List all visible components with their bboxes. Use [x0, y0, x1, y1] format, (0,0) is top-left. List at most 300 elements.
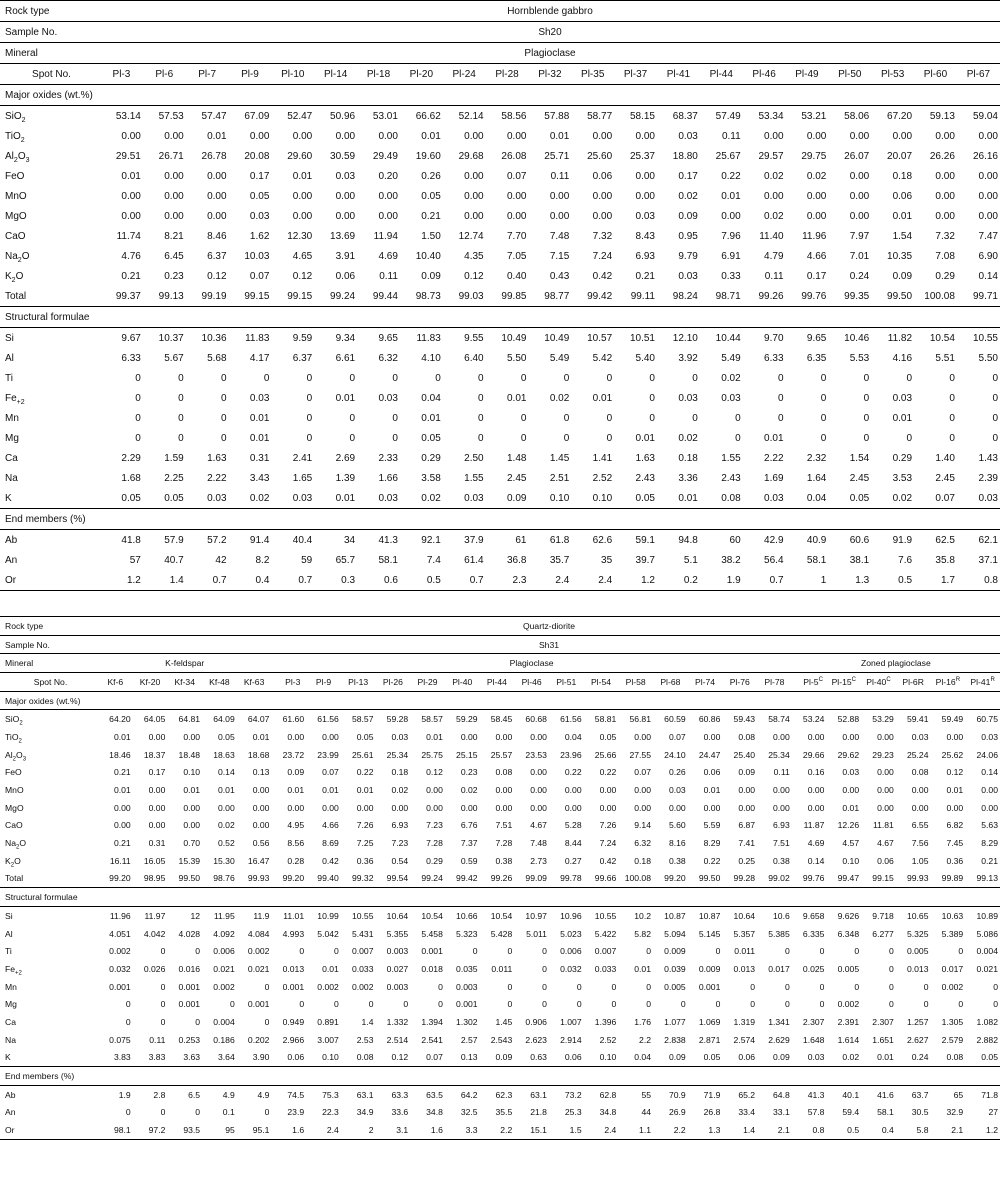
value: 33.4 — [738, 1107, 756, 1118]
value-cell — [931, 852, 966, 870]
value-cell — [792, 1031, 827, 1049]
value-cell — [861, 995, 896, 1013]
spot-row — [0, 673, 1000, 692]
value-cell — [400, 550, 443, 570]
row-label-cell — [0, 348, 100, 368]
header-label — [0, 635, 98, 654]
value-cell — [133, 781, 168, 799]
value-cell — [202, 817, 237, 835]
value-cell — [618, 834, 653, 852]
value-cell — [786, 570, 829, 591]
value-cell — [871, 266, 914, 286]
value: 57 — [129, 554, 141, 566]
spot-cell — [237, 673, 272, 692]
value-cell — [549, 1031, 584, 1049]
value: 5.323 — [456, 928, 478, 939]
value: 98.76 — [213, 873, 235, 884]
value: 27.55 — [629, 749, 651, 760]
value: 1.651 — [872, 1034, 894, 1045]
value-cell — [826, 764, 861, 782]
value: 0.10 — [842, 855, 860, 866]
value: 0.09 — [678, 210, 698, 222]
value: 11.40 — [759, 230, 784, 242]
value: 0.00 — [773, 785, 790, 796]
value: 1.082 — [976, 1016, 998, 1027]
value: 0.01 — [335, 392, 356, 404]
row-label: O — [17, 150, 26, 162]
value: 0.00 — [335, 210, 356, 222]
value-cell — [828, 550, 871, 570]
value: 2.3 — [512, 574, 527, 586]
value-cell — [700, 530, 743, 551]
value: 99.15 — [287, 290, 313, 302]
value: 2.623 — [525, 1034, 547, 1045]
spot-cell — [743, 64, 786, 85]
value: 0.06 — [335, 270, 356, 282]
value-cell — [914, 106, 957, 127]
value: 12.30 — [287, 230, 313, 242]
spot-cell — [914, 64, 957, 85]
value-cell — [98, 1031, 133, 1049]
value: 99.09 — [525, 873, 547, 884]
value: 0.00 — [164, 130, 184, 142]
value-cell — [653, 852, 688, 870]
value-cell — [861, 728, 896, 746]
value: 0.00 — [807, 731, 825, 742]
header-label-text: Rock type — [5, 5, 50, 17]
value: 0.01 — [721, 190, 741, 202]
value-cell — [314, 166, 357, 186]
value-cell — [480, 834, 515, 852]
value-cell — [653, 995, 688, 1013]
value-cell — [614, 368, 657, 388]
value: 55 — [641, 1089, 651, 1100]
value: 5.50 — [506, 352, 527, 364]
value: 0 — [680, 999, 686, 1010]
value: 0.18 — [391, 767, 409, 778]
value-cell — [700, 146, 743, 166]
value: 0.17 — [806, 270, 827, 282]
value-cell — [98, 942, 133, 960]
value: 4.042 — [143, 928, 166, 939]
value: 0.42 — [599, 855, 617, 866]
value: 0.005 — [837, 963, 860, 974]
value-cell — [400, 166, 443, 186]
value-cell — [571, 286, 614, 307]
value-cell — [357, 226, 400, 246]
value: 35.7 — [549, 554, 570, 566]
value-cell — [133, 852, 168, 870]
value-cell — [186, 570, 229, 591]
value-cell — [443, 328, 486, 349]
value: 0.00 — [849, 190, 870, 202]
value-cell — [357, 448, 400, 468]
value-cell — [410, 960, 445, 978]
spot-label: Kf-20 — [139, 676, 161, 687]
value-cell — [861, 764, 896, 782]
value: 27 — [988, 1107, 998, 1118]
value: 0.01 — [506, 392, 527, 404]
value: 6.335 — [802, 928, 825, 939]
value: 0.003 — [456, 981, 478, 992]
value-cell — [376, 960, 411, 978]
value: 57.9 — [164, 534, 184, 546]
value: 58.77 — [587, 110, 613, 122]
value-cell — [657, 286, 700, 307]
value: 58.56 — [501, 110, 527, 122]
value: 0 — [438, 981, 443, 992]
value: 2.2 — [500, 1125, 513, 1136]
value-cell — [965, 764, 1000, 782]
value-cell — [237, 764, 272, 782]
value-cell — [861, 1085, 896, 1103]
value: 0.12 — [426, 767, 443, 778]
value: 40.1 — [842, 1089, 860, 1100]
value: 7.28 — [495, 838, 513, 849]
value-cell — [443, 286, 486, 307]
value-cell — [400, 368, 443, 388]
value-cell — [314, 328, 357, 349]
value: 11.01 — [283, 910, 305, 921]
value: 0 — [507, 999, 513, 1010]
value-cell — [314, 550, 357, 570]
value-cell — [143, 348, 186, 368]
value: 6.91 — [721, 250, 741, 262]
value: 0.01 — [549, 130, 570, 142]
value-cell — [688, 799, 723, 817]
value-cell — [314, 186, 357, 206]
value: 44 — [641, 1107, 651, 1118]
header-label-text: Mineral — [5, 47, 38, 59]
value: 0 — [520, 412, 527, 424]
value-cell — [688, 942, 723, 960]
value: 99.13 — [158, 290, 184, 302]
header-label-text: Spot No. — [33, 676, 68, 687]
value: 0.27 — [564, 855, 582, 866]
value-cell — [571, 468, 614, 488]
value-cell — [614, 388, 657, 408]
value: 0.03 — [978, 492, 998, 504]
value-cell — [871, 146, 914, 166]
value-cell — [688, 728, 723, 746]
value: 3.83 — [148, 1052, 166, 1063]
value-cell — [722, 710, 757, 728]
value-cell — [514, 817, 549, 835]
value: 4.17 — [249, 352, 270, 364]
value-cell — [688, 781, 723, 799]
value: 0 — [606, 432, 613, 444]
value: 59.43 — [733, 714, 756, 725]
value: 37.1 — [978, 554, 998, 566]
value: 1.3 — [708, 1125, 721, 1136]
value: 4.16 — [892, 352, 913, 364]
value-cell — [400, 126, 443, 146]
value: 0.54 — [391, 855, 409, 866]
spot-label: Pl-76 — [729, 676, 750, 687]
spot-cell — [486, 64, 529, 85]
spot-label: Pl-44 — [486, 676, 507, 687]
value: 0.006 — [213, 946, 235, 957]
value-cell — [528, 246, 571, 266]
value-cell — [100, 448, 143, 468]
value: 18.46 — [109, 749, 131, 760]
table-row — [0, 728, 1000, 746]
value-cell — [98, 728, 133, 746]
value-cell — [722, 960, 757, 978]
value: 0.33 — [721, 270, 741, 282]
value: 10.55 — [594, 910, 617, 921]
value: 3.36 — [678, 472, 698, 484]
value-cell — [143, 266, 186, 286]
value-cell — [792, 942, 827, 960]
value-cell — [722, 1121, 757, 1139]
value: 2.871 — [698, 1034, 721, 1045]
value-cell — [486, 246, 529, 266]
value: 0 — [229, 999, 235, 1010]
table-row — [0, 106, 1000, 127]
value: 7.32 — [935, 230, 955, 242]
value-cell — [722, 1013, 757, 1031]
value-cell — [826, 1049, 861, 1067]
value-cell — [792, 746, 827, 764]
table-row — [0, 1104, 1000, 1122]
value-cell — [271, 746, 306, 764]
value: 4.051 — [109, 928, 131, 939]
value: 0 — [160, 946, 166, 957]
quartz-diorite-table — [0, 616, 1000, 1140]
value-cell — [306, 728, 341, 746]
value: 0.03 — [378, 492, 398, 504]
value-cell — [826, 1031, 861, 1049]
value-cell — [931, 960, 966, 978]
value-cell — [133, 942, 168, 960]
value-cell — [614, 106, 657, 127]
header-value — [100, 22, 1000, 43]
value-cell — [957, 530, 1000, 551]
value-cell — [445, 817, 480, 835]
value: 99.54 — [386, 873, 409, 884]
value-cell — [445, 728, 480, 746]
value-cell — [410, 834, 445, 852]
spot-cell — [653, 673, 688, 692]
value-cell — [965, 960, 1000, 978]
value: 0 — [854, 981, 860, 992]
value-cell — [871, 530, 914, 551]
spot-label: Pl-14 — [323, 68, 348, 80]
value-cell — [486, 488, 529, 509]
value: 5.42 — [592, 352, 613, 364]
value: 20.07 — [887, 150, 913, 162]
value: 7.08 — [935, 250, 955, 262]
value-cell — [98, 870, 133, 888]
value-cell — [965, 817, 1000, 835]
value: 20.08 — [244, 150, 270, 162]
value: 0.00 — [935, 130, 955, 142]
value: 16.47 — [247, 855, 270, 866]
value: 5.49 — [721, 352, 741, 364]
value-cell — [861, 907, 896, 925]
value-cell — [871, 368, 914, 388]
value-cell — [828, 428, 871, 448]
value-cell — [657, 126, 700, 146]
value: 0 — [906, 432, 913, 444]
value-cell — [480, 746, 515, 764]
value-cell — [786, 286, 829, 307]
value: 1.55 — [721, 452, 741, 464]
value-cell — [528, 186, 571, 206]
value: 6.90 — [978, 250, 998, 262]
value: 25.61 — [351, 749, 374, 760]
value-cell — [445, 1085, 480, 1103]
table-row — [0, 468, 1000, 488]
spot-cell — [167, 673, 202, 692]
value-cell — [400, 488, 443, 509]
value-cell — [445, 960, 480, 978]
value: 0.04 — [564, 731, 582, 742]
value: 0.01 — [292, 170, 313, 182]
value-cell — [688, 1013, 723, 1031]
value: 15.30 — [213, 855, 235, 866]
value-cell — [306, 1049, 341, 1067]
value-cell — [271, 186, 314, 206]
value-cell — [100, 348, 143, 368]
value-cell — [186, 488, 229, 509]
spot-label: Pl-35 — [581, 68, 605, 80]
value-cell — [271, 1104, 306, 1122]
value: 0.00 — [426, 785, 443, 796]
value-cell — [871, 226, 914, 246]
value-cell — [100, 126, 143, 146]
value-cell — [186, 146, 229, 166]
section-row — [0, 85, 1000, 106]
value: 0.38 — [773, 855, 790, 866]
value-cell — [931, 1121, 966, 1139]
value: 0.026 — [143, 963, 166, 974]
value: 2.22 — [207, 472, 227, 484]
value: 0.00 — [164, 170, 184, 182]
value-cell — [688, 907, 723, 925]
value: 58.81 — [594, 714, 617, 725]
value-cell — [143, 428, 186, 448]
value: 0 — [611, 981, 617, 992]
value-cell — [688, 925, 723, 943]
value-cell — [271, 328, 314, 349]
value-cell — [618, 728, 653, 746]
value: 0.01 — [113, 731, 131, 742]
value: 91.4 — [249, 534, 270, 546]
header-value-text: Plagioclase — [524, 47, 576, 59]
value-cell — [271, 817, 306, 835]
value: 4.67 — [530, 820, 547, 831]
value-cell — [826, 870, 861, 888]
spot-label: Pl-41 — [666, 68, 691, 80]
value-cell — [143, 206, 186, 226]
value: 0.00 — [356, 802, 374, 813]
value-cell — [486, 550, 529, 570]
row-label-cell — [0, 781, 98, 799]
value-cell — [514, 781, 549, 799]
value: 0.00 — [849, 170, 870, 182]
row-label: Mg — [5, 999, 17, 1010]
value-cell — [549, 746, 584, 764]
value: 0.906 — [525, 1016, 547, 1027]
value-cell — [514, 852, 549, 870]
value: 58.74 — [768, 714, 790, 725]
value: 1.4 — [169, 574, 184, 586]
row-label-cell — [0, 817, 98, 835]
value: 59.49 — [941, 714, 964, 725]
value: 15.1 — [530, 1125, 547, 1136]
value-cell — [549, 852, 584, 870]
value-cell — [443, 488, 486, 509]
value-cell — [792, 728, 827, 746]
value-cell — [757, 1121, 792, 1139]
value: 24.47 — [698, 749, 721, 760]
value-cell — [653, 817, 688, 835]
value-cell — [271, 570, 314, 591]
value: 0.05 — [849, 492, 870, 504]
value: 0 — [135, 432, 141, 444]
section-label — [0, 509, 1000, 530]
value-cell — [410, 1104, 445, 1122]
value: 1.9 — [118, 1089, 131, 1100]
value: 1.69 — [764, 472, 784, 484]
value-cell — [376, 907, 411, 925]
value-cell — [896, 960, 931, 978]
value: 0.00 — [806, 210, 827, 222]
value-cell — [826, 1104, 861, 1122]
value-cell — [514, 1121, 549, 1139]
value-cell — [314, 428, 357, 448]
header-value — [100, 43, 1000, 64]
spot-label: Pl-67 — [966, 68, 991, 80]
value-cell — [896, 1013, 931, 1031]
value: 0 — [949, 372, 955, 384]
value: 99.42 — [456, 873, 478, 884]
value: 0.00 — [738, 785, 756, 796]
value-cell — [357, 368, 400, 388]
value-cell — [445, 925, 480, 943]
spot-label: Pl-20 — [409, 68, 434, 80]
value: 0.01 — [356, 785, 374, 796]
spot-cell — [549, 673, 584, 692]
value-cell — [98, 781, 133, 799]
value: 0 — [750, 999, 756, 1010]
value-cell — [100, 246, 143, 266]
value-cell — [584, 925, 619, 943]
value-cell — [480, 1049, 515, 1067]
value: 0.00 — [946, 802, 964, 813]
value-cell — [896, 852, 931, 870]
value: 9.14 — [634, 820, 651, 831]
value-cell — [528, 206, 571, 226]
value: 5.023 — [560, 928, 582, 939]
value-cell — [202, 1104, 237, 1122]
value: 0.36 — [946, 855, 964, 866]
value-cell — [314, 146, 357, 166]
value-cell — [896, 925, 931, 943]
value: 64.05 — [143, 714, 166, 725]
value: 0.00 — [978, 210, 998, 222]
table-row — [0, 799, 1000, 817]
value-cell — [98, 1013, 133, 1031]
value-cell — [931, 764, 966, 782]
value: 58.1 — [806, 554, 827, 566]
value: 6.32 — [634, 838, 651, 849]
spot-label: Pl-24 — [452, 68, 476, 80]
value: 26.78 — [201, 150, 227, 162]
value: 23.96 — [560, 749, 582, 760]
